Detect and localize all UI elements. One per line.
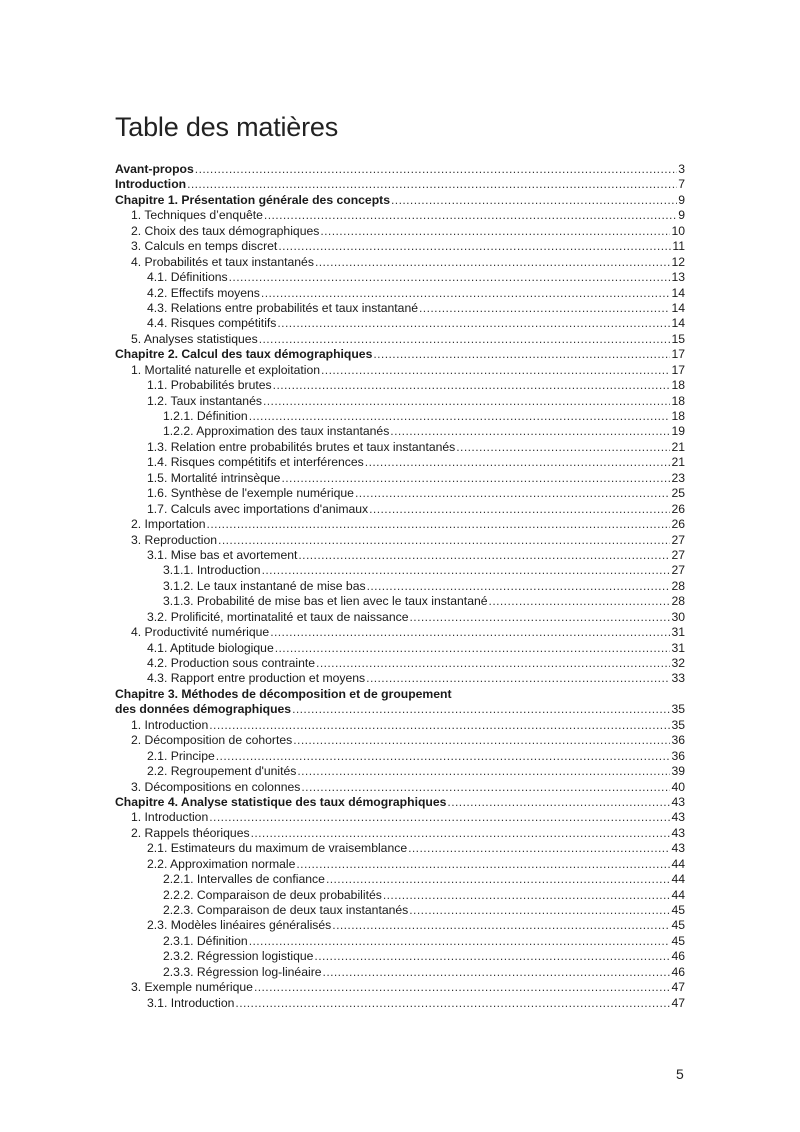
toc-dot-leader bbox=[263, 394, 670, 409]
toc-entry-title: 2.3.2. Régression logistique bbox=[163, 949, 314, 964]
toc-entry[interactable] bbox=[115, 502, 685, 517]
toc-entry[interactable] bbox=[115, 780, 685, 795]
toc-entry-title: 3. Reproduction bbox=[131, 532, 218, 547]
toc-entry-title: 3.1. Introduction bbox=[147, 995, 235, 1010]
toc-entry-page: 14 bbox=[671, 300, 685, 315]
toc-entry[interactable] bbox=[115, 641, 685, 656]
toc-dot-leader bbox=[218, 533, 670, 548]
toc-entry[interactable] bbox=[115, 471, 685, 486]
toc-entry[interactable] bbox=[115, 270, 685, 285]
toc-entry-title: 2.1. Principe bbox=[147, 748, 215, 763]
toc-entry[interactable] bbox=[115, 548, 685, 563]
toc-entry-title: 1.4. Risques compétitifs et interférences bbox=[147, 455, 364, 470]
toc-dot-leader bbox=[367, 579, 671, 594]
toc-entry-page: 46 bbox=[671, 964, 685, 979]
toc-dot-leader bbox=[264, 208, 677, 223]
toc-entry-title: 5. Analyses statistiques bbox=[131, 331, 258, 346]
toc-entry-page: 9 bbox=[678, 208, 685, 223]
toc-dot-leader bbox=[373, 347, 670, 362]
toc-entry[interactable] bbox=[115, 718, 685, 733]
toc-dot-leader bbox=[209, 810, 670, 825]
toc-entry-title: 1.6. Synthèse de l'exemple numérique bbox=[147, 486, 354, 501]
toc-entry-page: 45 bbox=[671, 903, 685, 917]
toc-entry[interactable] bbox=[115, 980, 685, 995]
toc-entry[interactable] bbox=[115, 363, 685, 378]
toc-entry-title: 3.1.3. Probabilité de mise bas et lien avec le taux instantané bbox=[163, 594, 488, 609]
toc-dot-leader bbox=[278, 239, 671, 254]
toc-dot-leader bbox=[489, 594, 671, 609]
toc-entry[interactable] bbox=[115, 440, 685, 455]
toc-entry-title: 3.1. Mise bas et avortement bbox=[147, 547, 298, 562]
toc-entry[interactable] bbox=[115, 347, 685, 362]
toc-dot-leader bbox=[419, 301, 670, 316]
toc-dot-leader bbox=[391, 193, 677, 208]
toc-entry[interactable] bbox=[115, 286, 685, 301]
toc-dot-leader bbox=[209, 718, 670, 733]
toc-entry-title: 2. Importation bbox=[131, 517, 206, 532]
toc-entry[interactable] bbox=[115, 486, 685, 501]
toc-entry[interactable] bbox=[115, 810, 685, 825]
toc-dot-leader bbox=[383, 888, 671, 903]
toc-entry-title: 2.3.3. Régression log-linéaire bbox=[163, 964, 322, 979]
toc-entry-title: 1.2.2. Approximation des taux instantanés bbox=[163, 424, 390, 439]
toc-dot-leader bbox=[355, 486, 671, 501]
toc-entry-page: 3 bbox=[678, 162, 685, 176]
toc-entry-title: 4.2. Production sous contrainte bbox=[147, 656, 316, 670]
toc-entry-page: 15 bbox=[671, 331, 685, 346]
toc-entry[interactable] bbox=[115, 934, 685, 949]
toc-dot-leader bbox=[270, 625, 670, 640]
toc-entry[interactable] bbox=[115, 996, 685, 1011]
toc-entry[interactable] bbox=[115, 733, 685, 748]
toc-entry[interactable] bbox=[115, 903, 685, 918]
toc-entry-page: 43 bbox=[671, 810, 685, 825]
toc-entry-page: 36 bbox=[671, 733, 685, 748]
toc-entry[interactable] bbox=[115, 671, 685, 686]
toc-entry-page: 10 bbox=[671, 223, 685, 238]
toc-entry[interactable] bbox=[115, 594, 685, 609]
toc-entry-title: 1.2. Taux instantanés bbox=[147, 393, 262, 408]
toc-entry[interactable] bbox=[115, 857, 685, 872]
toc-entry-page: 27 bbox=[671, 532, 685, 547]
toc-dot-leader bbox=[408, 841, 670, 856]
toc-dot-leader bbox=[390, 424, 670, 439]
toc-entry[interactable] bbox=[115, 965, 685, 980]
toc-entry-page: 14 bbox=[671, 316, 685, 331]
toc-entry-title: 2. Choix des taux démographiques bbox=[131, 223, 320, 238]
toc-entry-page: 19 bbox=[671, 424, 685, 439]
toc-entry-title: 3.1.1. Introduction bbox=[163, 563, 261, 578]
toc-entry-title: 4.1. Aptitude biologique bbox=[147, 640, 274, 655]
toc-entry-title: 1.2.1. Définition bbox=[163, 409, 248, 423]
toc-entry-title: 4.3. Relations entre probabilités et taux instantané bbox=[147, 300, 419, 315]
toc-entry-title: 2.2.1. Intervalles de confiance bbox=[163, 872, 325, 887]
toc-dot-leader bbox=[273, 378, 671, 393]
toc-dot-leader bbox=[229, 270, 671, 285]
toc-entry-page: 44 bbox=[671, 887, 685, 902]
table-of-contents bbox=[115, 162, 685, 1011]
toc-entry-page: 43 bbox=[671, 825, 685, 840]
toc-entry-title: 1.1. Probabilités brutes bbox=[147, 378, 272, 393]
toc-dot-leader bbox=[296, 857, 670, 872]
toc-entry[interactable] bbox=[115, 409, 685, 424]
toc-entry[interactable] bbox=[115, 533, 685, 548]
toc-entry[interactable] bbox=[115, 826, 685, 841]
toc-entry-page: 43 bbox=[671, 794, 685, 809]
toc-entry-page: 18 bbox=[671, 378, 685, 393]
toc-dot-leader bbox=[207, 517, 671, 532]
toc-dot-leader bbox=[315, 255, 671, 270]
toc-dot-leader bbox=[254, 980, 670, 995]
toc-entry[interactable] bbox=[115, 949, 685, 964]
toc-entry[interactable] bbox=[115, 177, 685, 192]
toc-entry[interactable] bbox=[115, 424, 685, 439]
toc-entry-page: 17 bbox=[671, 362, 685, 377]
toc-dot-leader bbox=[314, 949, 670, 964]
toc-entry-title: 1. Introduction bbox=[131, 810, 209, 825]
toc-dot-leader bbox=[316, 656, 670, 671]
toc-dot-leader bbox=[249, 934, 671, 949]
toc-entry-page: 46 bbox=[671, 949, 685, 964]
toc-entry-page: 31 bbox=[671, 625, 685, 640]
toc-entry-page: 21 bbox=[671, 455, 685, 470]
toc-dot-leader bbox=[297, 764, 670, 779]
toc-entry-page: 18 bbox=[671, 393, 685, 408]
toc-entry-page: 47 bbox=[671, 995, 685, 1010]
toc-entry-title: 3.2. Prolificité, mortinatalité et taux de naissance bbox=[147, 609, 409, 624]
toc-entry[interactable] bbox=[115, 517, 685, 532]
toc-dot-leader bbox=[321, 363, 670, 378]
toc-dot-leader bbox=[365, 455, 671, 470]
toc-entry-page: 9 bbox=[678, 192, 685, 207]
toc-entry-title: 1.3. Relation entre probabilités brutes et taux instantanés bbox=[147, 439, 456, 454]
toc-entry-title: 3. Calculs en temps discret bbox=[131, 239, 278, 254]
toc-entry-title: 3. Exemple numérique bbox=[131, 980, 253, 995]
toc-entry[interactable] bbox=[115, 255, 685, 270]
toc-entry-page: 45 bbox=[671, 918, 685, 933]
toc-dot-leader bbox=[326, 872, 671, 887]
toc-dot-leader bbox=[292, 702, 670, 717]
toc-entry-title: 3.1.2. Le taux instantané de mise bas bbox=[163, 578, 366, 593]
toc-entry[interactable] bbox=[115, 872, 685, 887]
toc-entry-title: Chapitre 3. Méthodes de décomposition et de groupement bbox=[115, 686, 452, 701]
toc-dot-leader bbox=[410, 610, 671, 625]
toc-entry-page: 18 bbox=[671, 409, 685, 423]
toc-entry[interactable] bbox=[115, 888, 685, 903]
toc-dot-leader bbox=[251, 826, 671, 841]
toc-dot-leader bbox=[249, 409, 671, 424]
toc-dot-leader bbox=[281, 471, 670, 486]
toc-entry[interactable] bbox=[115, 795, 685, 810]
toc-entry-title: Chapitre 2. Calcul des taux démographiques bbox=[115, 347, 373, 362]
toc-dot-leader bbox=[187, 177, 677, 192]
toc-entry-title: 2. Décomposition de cohortes bbox=[131, 733, 293, 748]
toc-entry[interactable] bbox=[115, 918, 685, 933]
toc-entry[interactable] bbox=[115, 656, 685, 671]
toc-entry-title: 2.1. Estimateurs du maximum de vraisemblance bbox=[147, 841, 408, 856]
toc-entry-page: 35 bbox=[671, 717, 685, 732]
toc-entry[interactable] bbox=[115, 208, 685, 223]
toc-entry-page: 39 bbox=[671, 764, 685, 779]
toc-entry-title: 2.2. Approximation normale bbox=[147, 856, 296, 871]
toc-entry-page: 40 bbox=[671, 779, 685, 794]
toc-entry-title: 4.3. Rapport entre production et moyens bbox=[147, 671, 366, 686]
toc-entry[interactable] bbox=[115, 455, 685, 470]
toc-entry[interactable] bbox=[115, 610, 685, 625]
toc-entry-title: 1.5. Mortalité intrinsèque bbox=[147, 470, 281, 485]
toc-entry[interactable] bbox=[115, 625, 685, 640]
toc-entry[interactable] bbox=[115, 764, 685, 779]
toc-entry-title: des données démographiques bbox=[115, 702, 292, 717]
toc-entry-page: 33 bbox=[671, 671, 685, 686]
toc-entry-page: 36 bbox=[671, 748, 685, 763]
toc-entry[interactable] bbox=[115, 749, 685, 764]
toc-dot-leader bbox=[259, 332, 671, 347]
toc-entry-page: 30 bbox=[671, 609, 685, 624]
toc-entry-page: 21 bbox=[671, 439, 685, 454]
toc-entry[interactable] bbox=[115, 702, 685, 717]
toc-entry-title: 1. Introduction bbox=[131, 717, 209, 732]
toc-dot-leader bbox=[235, 996, 670, 1011]
toc-dot-leader bbox=[323, 965, 671, 980]
toc-entry[interactable] bbox=[115, 579, 685, 594]
toc-entry[interactable] bbox=[115, 332, 685, 347]
toc-dot-leader bbox=[447, 795, 670, 810]
toc-dot-leader bbox=[216, 749, 671, 764]
toc-dot-leader bbox=[277, 316, 670, 331]
toc-dot-leader bbox=[409, 903, 670, 918]
toc-entry-title: 2.2.3. Comparaison de deux taux instantanés bbox=[163, 903, 409, 917]
toc-dot-leader bbox=[293, 733, 670, 748]
toc-dot-leader bbox=[275, 641, 671, 656]
toc-dot-leader bbox=[369, 502, 670, 517]
toc-entry-page: 17 bbox=[671, 347, 685, 362]
toc-entry-page: 23 bbox=[671, 470, 685, 485]
toc-entry-title: Avant-propos bbox=[115, 162, 194, 176]
toc-dot-leader bbox=[366, 671, 670, 686]
toc-entry-title: Introduction bbox=[115, 177, 187, 192]
toc-entry-page: 7 bbox=[678, 177, 685, 192]
toc-entry-title: 2. Rappels théoriques bbox=[131, 825, 250, 840]
toc-entry[interactable] bbox=[115, 687, 685, 702]
toc-dot-leader bbox=[456, 440, 670, 455]
toc-entry-title: 4. Productivité numérique bbox=[131, 625, 270, 640]
toc-entry[interactable] bbox=[115, 841, 685, 856]
toc-dot-leader bbox=[195, 162, 677, 177]
toc-entry[interactable] bbox=[115, 563, 685, 578]
toc-entry-title: 2.2. Regroupement d'unités bbox=[147, 764, 297, 779]
toc-entry-title: 4.1. Définitions bbox=[147, 270, 228, 285]
toc-entry-page: 27 bbox=[671, 563, 685, 578]
page-number: 5 bbox=[676, 1066, 684, 1082]
toc-entry-page: 31 bbox=[671, 640, 685, 655]
toc-entry-title: 1.7. Calculs avec importations d'animaux bbox=[147, 501, 369, 516]
toc-entry[interactable] bbox=[115, 162, 685, 177]
toc-dot-leader bbox=[320, 224, 670, 239]
toc-entry-page: 44 bbox=[671, 872, 685, 887]
toc-entry-page: 27 bbox=[671, 547, 685, 562]
toc-entry-page: 14 bbox=[671, 285, 685, 300]
toc-entry-title: 4.4. Risques compétitifs bbox=[147, 316, 277, 331]
toc-entry-page: 25 bbox=[671, 486, 685, 501]
toc-entry-title: 2.3. Modèles linéaires généralisés bbox=[147, 918, 332, 933]
toc-entry-page: 26 bbox=[671, 501, 685, 516]
toc-entry-page: 28 bbox=[671, 578, 685, 593]
page-title: Table des matières bbox=[115, 112, 339, 142]
toc-dot-leader bbox=[261, 286, 671, 301]
toc-entry-title: 1. Mortalité naturelle et exploitation bbox=[131, 362, 321, 377]
toc-entry-title: 4. Probabilités et taux instantanés bbox=[131, 254, 314, 269]
toc-entry-page: 43 bbox=[671, 841, 685, 856]
toc-entry-page: 13 bbox=[671, 270, 685, 285]
toc-entry[interactable] bbox=[115, 193, 685, 208]
toc-entry-title: 2.2.2. Comparaison de deux probabilités bbox=[163, 887, 382, 902]
toc-entry-title: 4.2. Effectifs moyens bbox=[147, 285, 260, 300]
toc-entry[interactable] bbox=[115, 301, 685, 316]
toc-entry-title: Chapitre 1. Présentation générale des concepts bbox=[115, 192, 390, 207]
toc-entry[interactable] bbox=[115, 394, 685, 409]
toc-entry[interactable] bbox=[115, 224, 685, 239]
toc-entry-title: Chapitre 4. Analyse statistique des taux démographiques bbox=[115, 794, 447, 809]
toc-entry[interactable] bbox=[115, 316, 685, 331]
toc-dot-leader bbox=[298, 548, 670, 563]
toc-entry[interactable] bbox=[115, 239, 685, 254]
toc-entry-page: 44 bbox=[671, 856, 685, 871]
toc-dot-leader bbox=[332, 918, 670, 933]
toc-entry[interactable] bbox=[115, 378, 685, 393]
toc-entry-page: 32 bbox=[671, 656, 685, 670]
toc-entry-page: 12 bbox=[671, 254, 685, 269]
toc-entry-page: 35 bbox=[671, 702, 685, 717]
toc-entry-page: 28 bbox=[671, 594, 685, 609]
toc-entry-page: 11 bbox=[672, 239, 685, 254]
toc-entry-title: 3. Décompositions en colonnes bbox=[131, 779, 301, 794]
toc-dot-leader bbox=[262, 563, 671, 578]
toc-entry-page: 45 bbox=[671, 933, 685, 948]
toc-entry-page: 47 bbox=[671, 980, 685, 995]
toc-entry-page: 26 bbox=[671, 517, 685, 532]
toc-dot-leader bbox=[301, 780, 670, 795]
toc-entry-title: 1. Techniques d’enquête bbox=[131, 208, 263, 223]
toc-entry-title: 2.3.1. Définition bbox=[163, 933, 248, 948]
